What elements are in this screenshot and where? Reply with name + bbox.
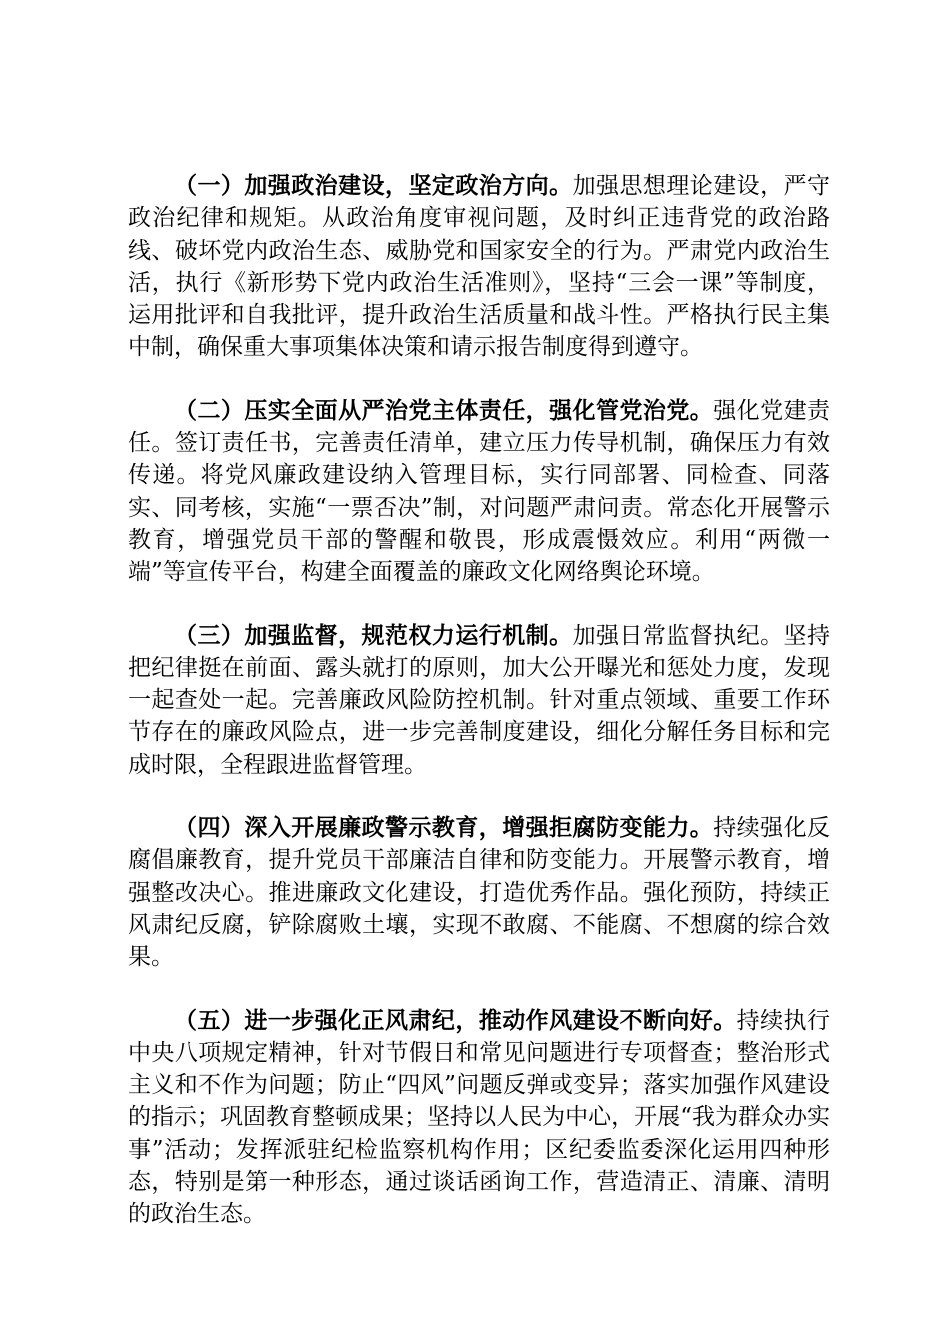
section-1 bbox=[128, 170, 830, 364]
document-body bbox=[128, 170, 830, 1262]
section-4-body: 持续强化反腐倡廉教育，提升党员干部廉洁自律和防变能力。开展警示教育，增强整改决心。推进廉政文化建设，打造优秀作品。强化预防，持续正风肃纪反腐，铲除腐败土壤，实现不敢腐、不能腐、不想腐的综合效果。 bbox=[128, 815, 831, 971]
section-2 bbox=[128, 395, 830, 589]
section-5-heading: （五）进一步强化正风肃纪，推动作风建设不断向好。 bbox=[174, 1007, 737, 1034]
section-3-heading: （三）加强监督，规范权力运行机制。 bbox=[174, 622, 573, 649]
section-1-body: 加强思想理论建设，严守政治纪律和规矩。从政治角度审视问题，及时纠正违背党的政治路线、破坏党内政治生态、威胁党和国家安全的行为。严肃党内政治生活，执行《新形势下党内政治生活准则》，坚持“三会一课”等制度，运用批评和自我批评，提升政治生活质量和战斗性。严格执行民主集中制，确保重大事项集体决策和请示报告制度得到遵守。 bbox=[128, 173, 831, 361]
section-4-heading: （四）深入开展廉政警示教育，增强拒腐防变能力。 bbox=[174, 815, 714, 842]
section-4 bbox=[128, 812, 830, 973]
section-3-body: 加强日常监督执纪。坚持把纪律挺在前面、露头就打的原则，加大公开曝光和惩处力度，发现一起查处一起。完善廉政风险防控机制。针对重点领域、重要工作环节存在的廉政风险点，进一步完善制度建设，细化分解任务目标和完成时限，全程跟进监督管理。 bbox=[128, 622, 831, 778]
section-1-heading: （一）加强政治建设，坚定政治方向。 bbox=[174, 173, 573, 199]
section-3 bbox=[128, 620, 830, 781]
section-2-heading: （二）压实全面从严治党主体责任，强化管党治党。 bbox=[174, 397, 714, 424]
section-5-body: 持续执行中央八项规定精神，针对节假日和常见问题进行专项督查；整治形式主义和不作为问题；防止“四风”问题反弹或变异；落实加强作风建设的指示；巩固教育整顿成果；坚持以人民为中心，开展“我为群众办实事”活动；发挥派驻纪检监察机构作用；区纪委监委深化运用四种形态，特别是第一种形态，通过谈话函询工作，营造清正、清廉、清明的政治生态。 bbox=[128, 1007, 831, 1228]
section-5 bbox=[128, 1005, 830, 1231]
section-2-body: 强化党建责任。签订责任书，完善责任清单，建立压力传导机制，确保压力有效传递。将党风廉政建设纳入管理目标，实行同部署、同检查、同落实、同考核，实施“一票否决”制，对问题严肃问责。常态化开展警示教育，增强党员干部的警醒和敬畏，形成震慑效应。利用“两微一端”等宣传平台，构建全面覆盖的廉政文化网络舆论环境。 bbox=[128, 397, 831, 586]
